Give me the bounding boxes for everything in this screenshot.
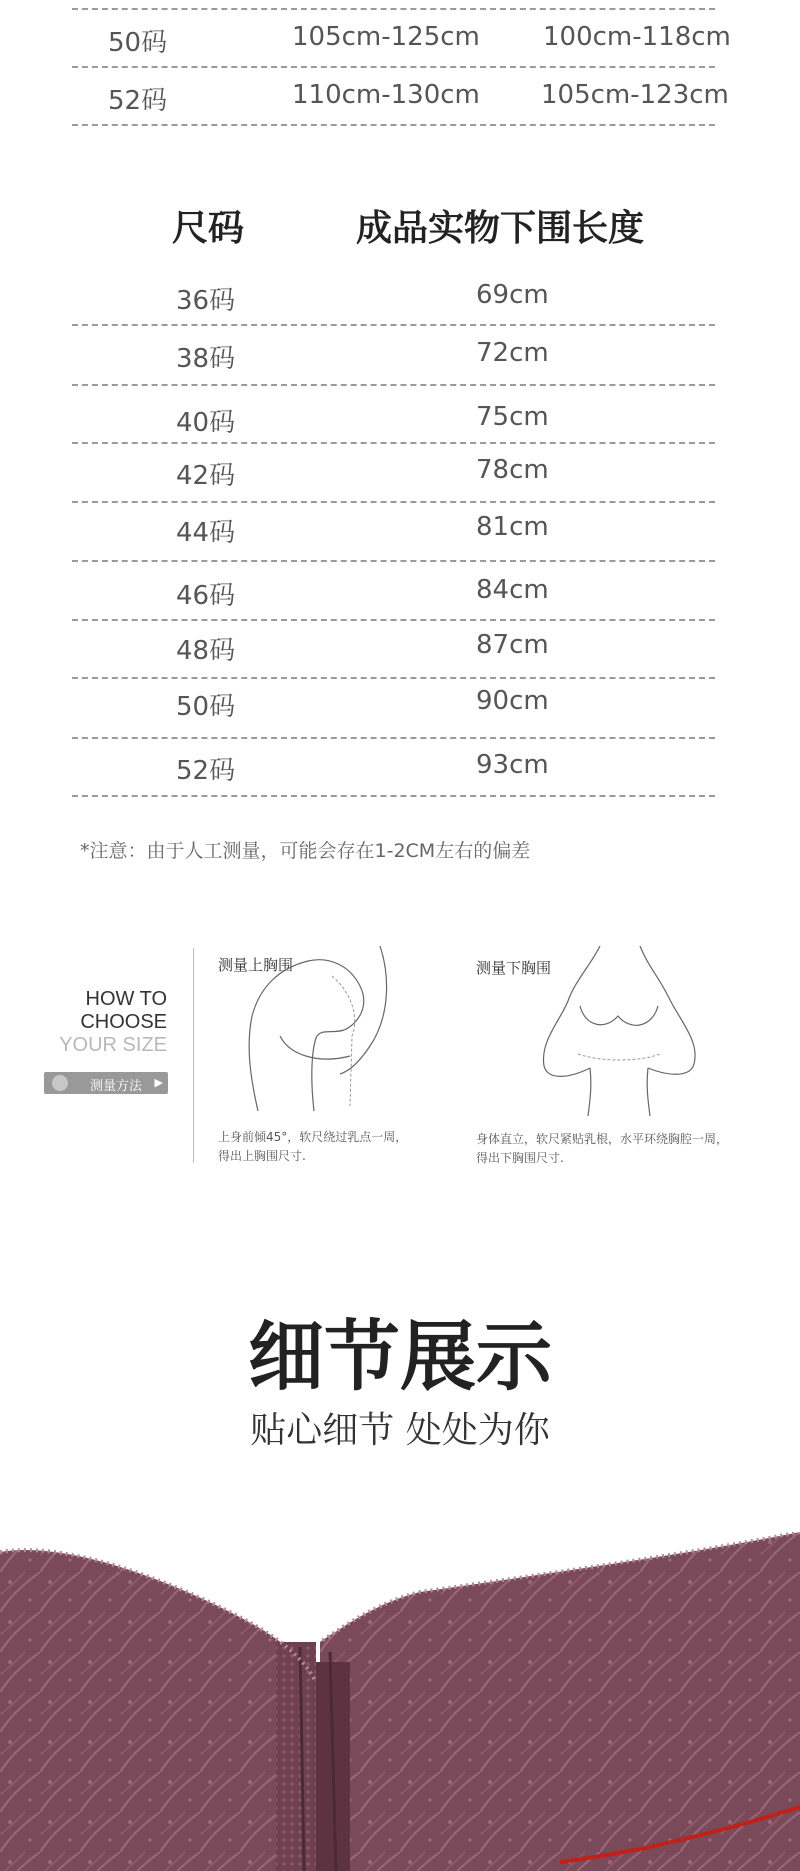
- divider: [72, 8, 715, 10]
- table-row-size: 40码: [176, 408, 236, 438]
- table-header-length: 成品实物下围长度: [356, 208, 645, 249]
- choose-label: CHOOSE: [80, 1011, 167, 1033]
- ruler-icon: [52, 1075, 68, 1091]
- table-row-length: 72cm: [476, 338, 549, 368]
- divider: [72, 619, 715, 621]
- table-row-length: 81cm: [476, 512, 549, 542]
- table-row-size: 42码: [176, 461, 236, 491]
- table-row-size: 36码: [176, 286, 236, 316]
- table-row-size: 46码: [176, 581, 236, 611]
- measurement-note: *注意：由于人工测量，可能会存在1-2CM左右的偏差: [80, 840, 531, 862]
- table-row-length: 78cm: [476, 455, 549, 485]
- table-row-size: 48码: [176, 636, 236, 666]
- top-row-1-col3: 100cm-118cm: [543, 22, 731, 52]
- lower-bust-title: 测量下胸围: [476, 959, 552, 977]
- measure-method-label: 测量方法: [90, 1079, 143, 1094]
- table-row-size: 52码: [176, 756, 236, 786]
- table-row-length: 87cm: [476, 630, 549, 660]
- divider: [72, 677, 715, 679]
- top-row-2-size: 52码: [108, 86, 168, 116]
- table-row-length: 84cm: [476, 575, 549, 605]
- table-row-size: 44码: [176, 518, 236, 548]
- upper-bust-title: 测量上胸围: [218, 956, 294, 974]
- divider: [72, 66, 715, 68]
- divider: [72, 560, 715, 562]
- vertical-divider: [193, 948, 194, 1163]
- table-header-size: 尺码: [172, 208, 245, 249]
- table-row-size: 50码: [176, 692, 236, 722]
- top-row-2-col2: 110cm-130cm: [292, 80, 480, 110]
- divider: [72, 384, 715, 386]
- top-row-1-size: 50码: [108, 28, 168, 58]
- how-to-label: HOW TO: [85, 988, 167, 1010]
- divider: [72, 795, 715, 797]
- top-row-1-col2: 105cm-125cm: [292, 22, 480, 52]
- top-row-2-col3: 105cm-123cm: [541, 80, 729, 110]
- table-row-length: 75cm: [476, 402, 549, 432]
- table-row-length: 90cm: [476, 686, 549, 716]
- lower-bust-illustration: [530, 946, 710, 1116]
- divider: [72, 737, 715, 739]
- lace-detail-photo: [0, 1532, 800, 1871]
- detail-subtitle: 贴心细节 处处为你: [250, 1410, 550, 1451]
- detail-title: 细节展示: [248, 1312, 552, 1401]
- divider: [72, 324, 715, 326]
- table-row-length: 69cm: [476, 280, 549, 310]
- divider: [72, 124, 715, 126]
- divider: [72, 501, 715, 503]
- upper-bust-desc-1: 上身前倾45°，软尺绕过乳点一周，: [218, 1130, 408, 1144]
- upper-bust-illustration: [240, 946, 410, 1116]
- divider: [72, 442, 715, 444]
- lower-bust-desc-2: 得出下胸围尺寸.: [476, 1151, 564, 1165]
- measure-method-button[interactable]: [44, 1072, 168, 1094]
- upper-bust-desc-2: 得出上胸围尺寸.: [218, 1149, 306, 1163]
- your-size-label: YOUR SIZE: [59, 1034, 167, 1056]
- table-row-size: 38码: [176, 344, 236, 374]
- play-icon: ▶: [154, 1076, 163, 1089]
- lower-bust-desc-1: 身体直立，软尺紧贴乳根，水平环绕胸腔一周，: [476, 1132, 729, 1146]
- table-row-length: 93cm: [476, 750, 549, 780]
